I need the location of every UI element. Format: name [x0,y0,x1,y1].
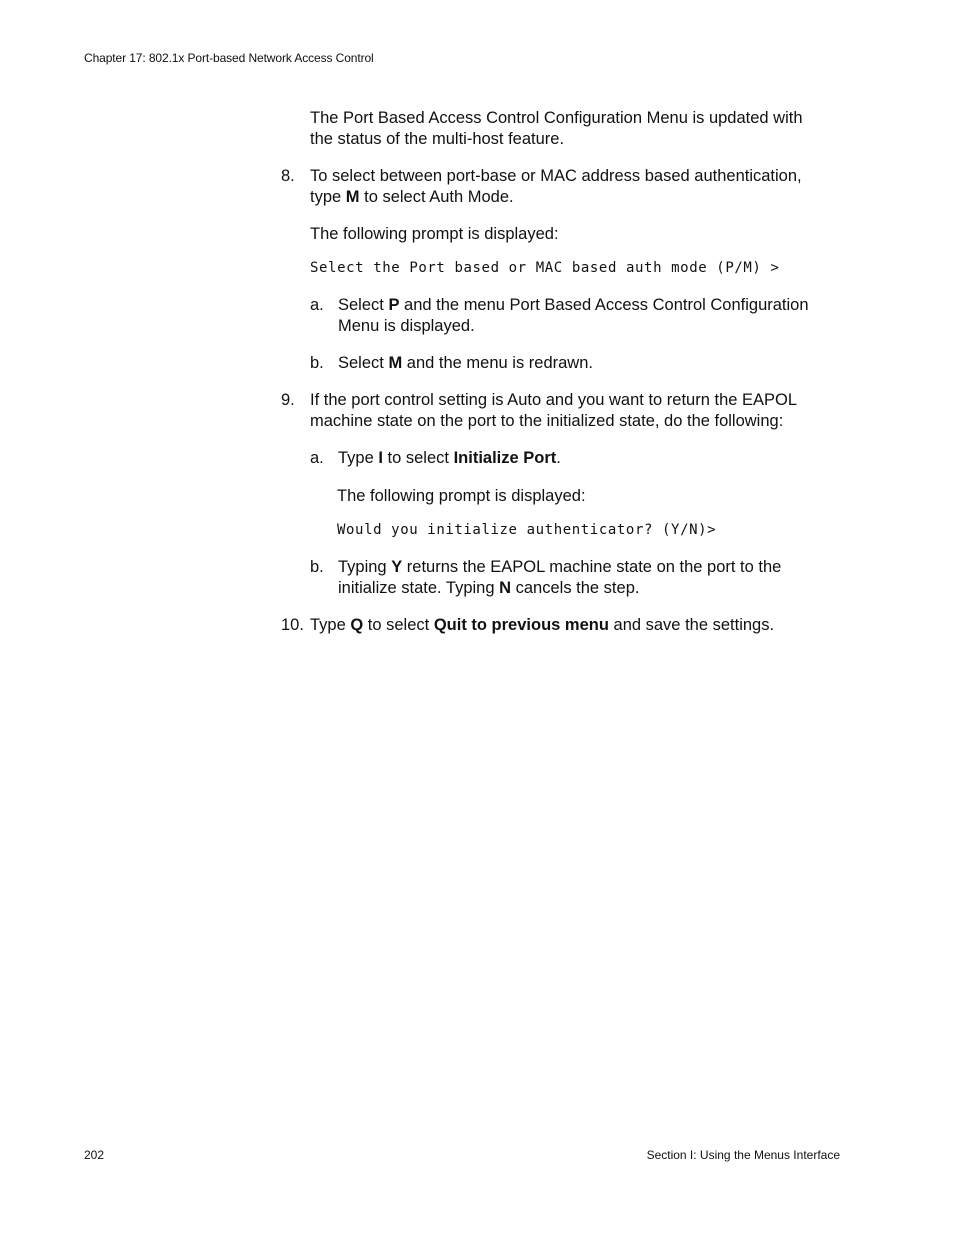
step-9a-label: a. [310,449,324,467]
step-8-line-1: To select between port-base or MAC address based authentication, [310,167,802,185]
step-9-prompt-intro: The following prompt is displayed: [337,487,586,505]
intro-line-1: The Port Based Access Control Configuration Menu is updated with [310,109,803,127]
key-q: Q [350,616,364,634]
step-9-text: If the port control setting is Auto and you want to return the EAPOL machine state on the port to the initialized state, do the following: [310,391,798,430]
step-8-text [310,166,802,208]
step-8b-label: b. [310,354,324,372]
step-10-text: Type Q to select Quit to previous menu and save the settings. [310,616,775,634]
chapter-header: Chapter 17: 802.1x Port-based Network Access Control [84,51,374,65]
step-9b-label: b. [310,558,324,576]
step-9a-text: Type I to select Initialize Port. [338,449,561,467]
step-10-number: 10. [281,616,304,634]
step-8a-text: Select P and the menu Port Based Access Control Configuration Menu is displayed. [338,296,809,335]
step-9b-text: Typing Y returns the EAPOL machine state on the port to the initialize state. Typing N cancels the step. [338,558,782,597]
step-8-number: 8. [281,167,295,185]
step-8-prompt-code: Select the Port based or MAC based auth mode (P/M) > [310,260,780,276]
intro-paragraph [310,108,803,150]
page-number: 202 [84,1148,105,1162]
step-8-line-2: type M to select Auth Mode. [310,188,514,206]
step-8b-text: Select M and the menu is redrawn. [338,354,593,372]
menu-initialize-port: Initialize Port [453,449,557,467]
step-8a-label: a. [310,296,324,314]
step-9-number: 9. [281,391,295,409]
key-i: I [378,449,383,467]
key-y: Y [391,558,403,576]
menu-quit-to-previous: Quit to previous menu [433,616,609,634]
step-9-prompt-code: Would you initialize authenticator? (Y/N)> [337,522,717,538]
step-8-prompt-intro: The following prompt is displayed: [310,225,559,243]
key-n: N [499,579,512,597]
key-m-redraw: M [388,354,403,372]
section-footer: Section I: Using the Menus Interface [646,1148,840,1162]
key-p: P [388,296,400,314]
intro-line-2: the status of the multi-host feature. [310,130,565,148]
key-m: M [345,188,360,206]
